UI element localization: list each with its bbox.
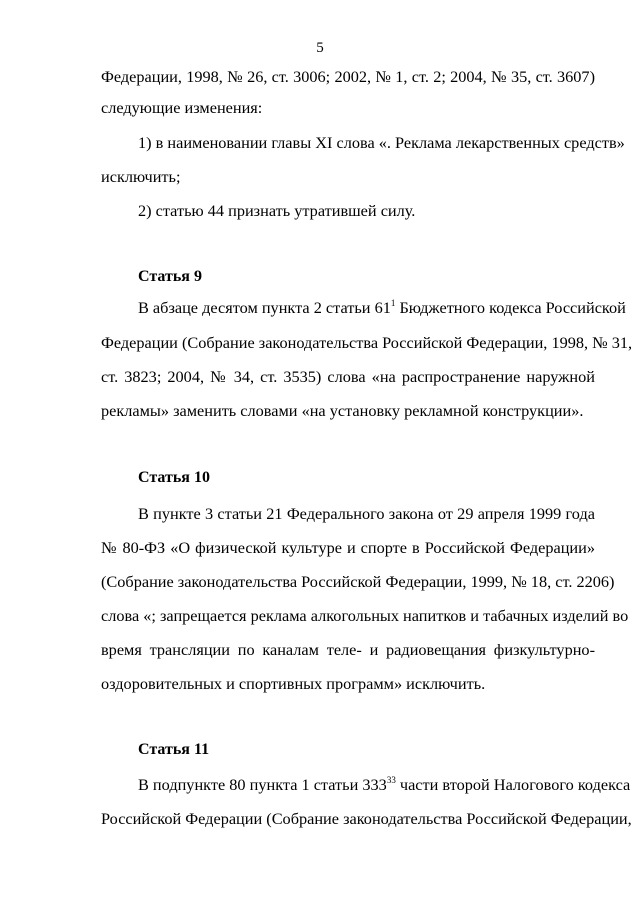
text-span: Бюджетного кодекса Российской — [395, 298, 626, 317]
paragraph-line: В пункте 3 статьи 21 Федерального закона от 29 апреля 1999 года — [138, 504, 595, 523]
superscript: 1 — [390, 298, 396, 308]
text-line: исключить; — [101, 167, 181, 186]
text-span: В подпункте 80 пункта 1 статьи 333 — [138, 775, 387, 794]
text-line: следующие изменения: — [101, 98, 263, 117]
paragraph-line — [138, 298, 626, 318]
paragraph-line: № 80-ФЗ «О физической культуре и спорте в Российской Федерации» — [101, 538, 595, 557]
paragraph-line — [138, 775, 631, 795]
text-span: части второй Налогового кодекса — [395, 775, 631, 794]
list-item: 2) статью 44 признать утратившей силу. — [138, 201, 416, 220]
superscript: 33 — [386, 775, 396, 785]
paragraph-line: оздоровительных и спортивных программ» исключить. — [101, 674, 486, 693]
paragraph-line: Федерации (Собрание законодательства Российской Федерации, 1998, № 31, — [101, 333, 633, 352]
paragraph-line: слова «; запрещается реклама алкогольных напитков и табачных изделий во — [101, 606, 629, 625]
article-10-heading: Статья 10 — [138, 469, 210, 486]
paragraph-line: Российской Федерации (Собрание законодательства Российской Федерации, — [101, 809, 632, 828]
page-number: 5 — [316, 40, 324, 56]
article-11-heading: Статья 11 — [138, 741, 210, 758]
paragraph-line: (Собрание законодательства Российской Федерации, 1999, № 18, ст. 2206) — [101, 572, 615, 591]
paragraph-line: время трансляции по каналам теле- и радиовещания физкультурно- — [101, 640, 595, 659]
article-9-heading: Статья 9 — [138, 268, 202, 285]
paragraph-line: ст. 3823; 2004, № 34, ст. 3535) слова «на распространение наружной — [101, 367, 595, 386]
text-span: В абзаце десятом пункта 2 статьи 61 — [138, 298, 391, 317]
text-line: Федерации, 1998, № 26, ст. 3006; 2002, № 1, ст. 2; 2004, № 35, ст. 3607) — [101, 67, 595, 86]
paragraph-line: рекламы» заменить словами «на установку рекламной конструкции». — [101, 401, 584, 420]
list-item: 1) в наименовании главы XI слова «. Реклама лекарственных средств» — [138, 133, 625, 152]
